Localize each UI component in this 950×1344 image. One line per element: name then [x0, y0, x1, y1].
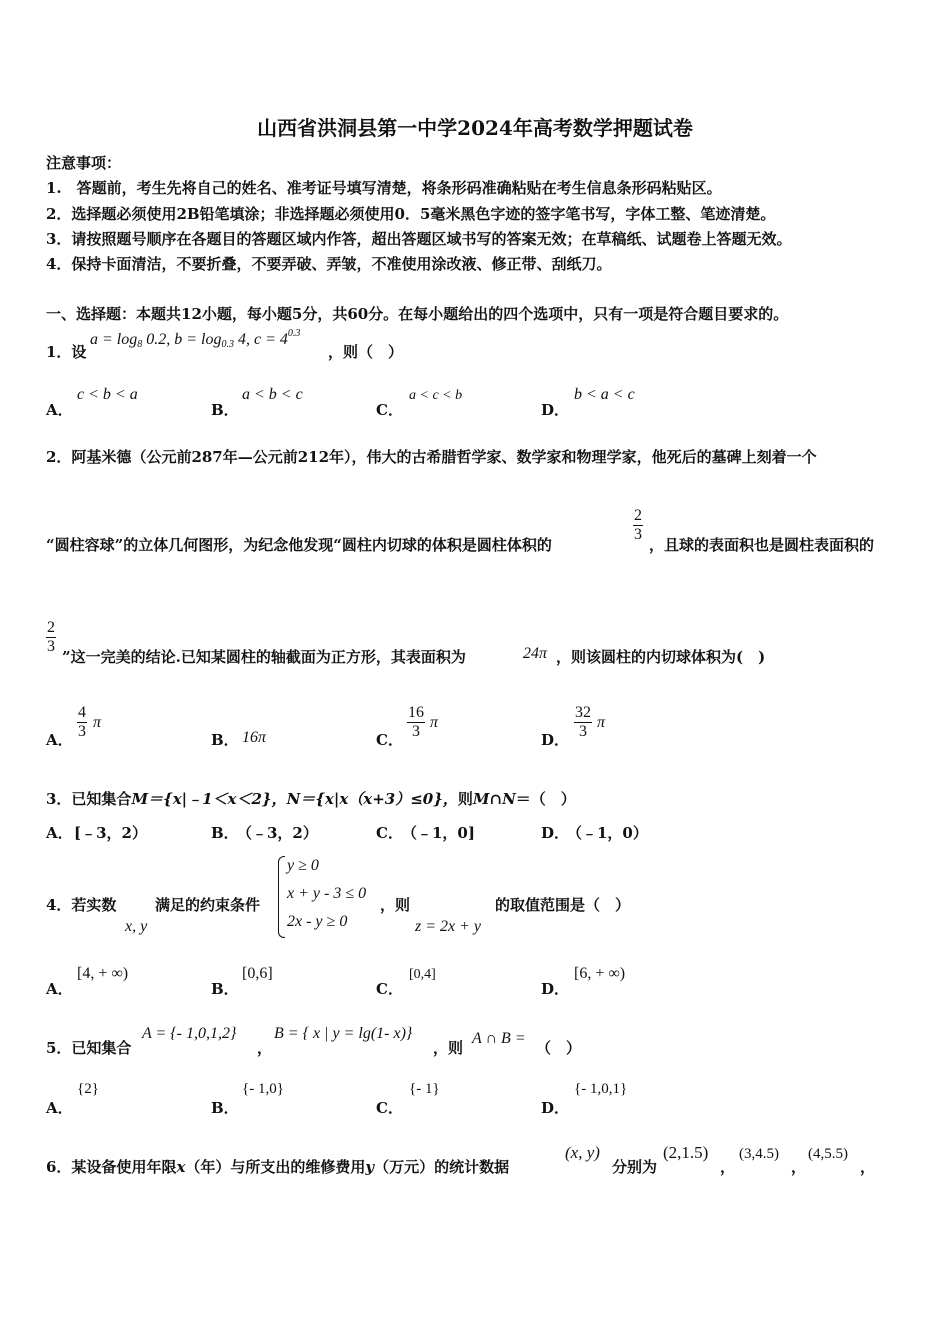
- q5-sep: ，: [257, 1039, 273, 1057]
- q3-option-d: （﹣1，0）: [567, 824, 648, 842]
- notice-item-1: 1. 答题前，考生先将自己的姓名、准考证号填写清楚，将条形码准确粘贴在考生信息条形码粘贴区。: [46, 179, 722, 197]
- notice-heading: 注意事项：: [46, 154, 122, 172]
- q5-stem-a: 5．已知集合: [46, 1039, 132, 1057]
- q1-option-c-label: C．: [376, 401, 403, 419]
- q1-stem-suffix: ，则（ ）: [328, 343, 404, 361]
- q4-target: z = 2x + y: [415, 918, 482, 935]
- notice-item-4: 4．保持卡面清洁，不要折叠，不要弄破、弄皱，不准使用涂改液、修正带、刮纸刀。: [46, 255, 612, 273]
- q4-stem-b: 满足的约束条件: [155, 896, 261, 914]
- q4-option-b-label: B．: [211, 980, 239, 998]
- q2-line-3b: ，则该圆柱的内切球体积为( ): [556, 648, 766, 666]
- q6-stem: 6．某设备使用年限x（年）与所支出的维修费用y（万元）的统计数据: [46, 1158, 510, 1176]
- q5-option-a-label: A．: [46, 1099, 73, 1117]
- q6-sep-2: ，: [791, 1158, 807, 1176]
- q1-option-d-label: D．: [541, 401, 570, 419]
- q1-stem-prefix: 1．设: [46, 343, 87, 361]
- q5-option-c: {- 1}: [409, 1081, 440, 1097]
- q4-constraint-2: x + y - 3 ≤ 0: [287, 885, 367, 902]
- q5-stem-b: ，则: [433, 1039, 464, 1057]
- q3-option-c-label: C．: [376, 824, 403, 842]
- q2-option-d-pi: π: [597, 714, 606, 731]
- q6-sep-3: ，: [860, 1158, 876, 1176]
- q2-fraction-2: $\frac{2}{3}$: [47, 619, 55, 655]
- q2-area: 24π: [523, 645, 548, 662]
- q2-option-a-pi: π: [93, 714, 102, 731]
- q1-option-d: b < a < c: [574, 386, 635, 403]
- q6-stem-d: 分别为: [612, 1158, 658, 1176]
- q2-option-c-label: C．: [376, 731, 403, 749]
- q5-set-a: A = {- 1,0,1,2}: [142, 1025, 237, 1042]
- q3-stem: 3．已知集合M＝{x|﹣1＜x＜2}，N＝{x|x（x+3）≤0}，则M∩N＝（ ）: [46, 790, 576, 808]
- q5-set-b: B = { x | y = lg(1- x)}: [274, 1025, 413, 1042]
- q3-option-b-label: B．: [211, 824, 239, 842]
- q4-option-d: [6, + ∞): [574, 965, 626, 982]
- q1-formula: $a = \log_8 0.2$, $b = \log_{0.3} 4$, $c = 4^{0.3}$: [90, 328, 301, 350]
- q4-constraint-1: y ≥ 0: [287, 857, 319, 874]
- q3-option-d-label: D．: [541, 824, 570, 842]
- q1-option-b: a < b < c: [242, 386, 303, 403]
- q4-option-c-label: C．: [376, 980, 403, 998]
- q2-option-d: $\frac{32}{3}$: [575, 704, 591, 740]
- q2-option-b: 16π: [242, 729, 267, 746]
- q2-line-2a: “圆柱容球”的立体几何图形，为纪念他发现“圆柱内切球的体积是圆柱体积的: [46, 536, 552, 554]
- q4-constraint-3: 2x - y ≥ 0: [287, 913, 348, 930]
- q2-option-c: $\frac{16}{3}$: [408, 704, 424, 740]
- notice-item-2: 2．选择题必须使用2B铅笔填涂；非选择题必须使用0．5毫米黑色字迹的签字笔书写，字体工整、笔迹清楚。: [46, 205, 776, 223]
- q2-option-a-label: A．: [46, 731, 73, 749]
- q3-option-a-label: A．: [46, 824, 73, 842]
- q6-point-2: (3,4.5): [739, 1146, 779, 1162]
- q4-option-b: [0,6]: [242, 965, 273, 982]
- q4-option-a: [4, + ∞): [77, 965, 129, 982]
- q2-fraction-1: $\frac{2}{3}$: [634, 507, 642, 543]
- q5-option-d-label: D．: [541, 1099, 570, 1117]
- q5-option-a: {2}: [77, 1081, 99, 1097]
- q5-expr: A ∩ B =: [472, 1030, 526, 1047]
- q4-stem-c: ，则: [380, 896, 411, 914]
- q2-line-1: 2．阿基米德（公元前287年—公元前212年），伟大的古希腊哲学家、数学家和物理学家，他死后的墓碑上刻着一个: [46, 448, 817, 466]
- q5-option-b: {- 1,0}: [242, 1081, 284, 1097]
- q3-option-c: （﹣1，0]: [402, 824, 475, 842]
- q4-stem-a: 4．若实数: [46, 896, 117, 914]
- q2-option-b-label: B．: [211, 731, 239, 749]
- q2-option-d-label: D．: [541, 731, 570, 749]
- q1-option-c: a < c < b: [409, 388, 463, 403]
- section-heading: 一、选择题：本题共12小题，每小题5分，共60分。在每小题给出的四个选项中，只有一项是符合题目要求的。: [46, 305, 789, 323]
- q3-option-a: [﹣3，2）: [74, 824, 147, 842]
- page-title: 山西省洪洞县第一中学2024年高考数学押题试卷: [257, 116, 693, 140]
- q4-vars: x, y: [125, 918, 148, 935]
- q4-stem-d: 的取值范围是（ ）: [495, 896, 631, 914]
- q4-option-d-label: D．: [541, 980, 570, 998]
- q6-point-3: (4,5.5): [808, 1146, 848, 1162]
- q2-option-a: $\frac{4}{3}$: [78, 704, 86, 740]
- q1-option-a: c < b < a: [77, 386, 138, 403]
- q3-option-b: （﹣3，2）: [237, 824, 318, 842]
- q1-option-a-label: A．: [46, 401, 73, 419]
- q6-pair: (x, y): [565, 1143, 600, 1162]
- q5-option-d: {- 1,0,1}: [574, 1081, 628, 1097]
- q2-line-3: ”这一完美的结论.已知某圆柱的轴截面为正方形，其表面积为: [62, 648, 466, 666]
- q4-option-c: [0,4]: [409, 967, 436, 982]
- q6-point-1: (2,1.5): [663, 1143, 709, 1162]
- q5-stem-c: （ ）: [536, 1039, 582, 1057]
- q2-line-2b: ，且球的表面积也是圆柱表面积的: [649, 536, 875, 554]
- q5-option-b-label: B．: [211, 1099, 239, 1117]
- q1-option-b-label: B．: [211, 401, 239, 419]
- q4-option-a-label: A．: [46, 980, 73, 998]
- q6-sep-1: ，: [720, 1158, 736, 1176]
- q4-constraint-brace: [278, 856, 285, 938]
- notice-item-3: 3．请按照题号顺序在各题目的答题区域内作答，超出答题区域书写的答案无效；在草稿纸、试题卷上答题无效。: [46, 230, 792, 248]
- q5-option-c-label: C．: [376, 1099, 403, 1117]
- q2-option-c-pi: π: [430, 714, 439, 731]
